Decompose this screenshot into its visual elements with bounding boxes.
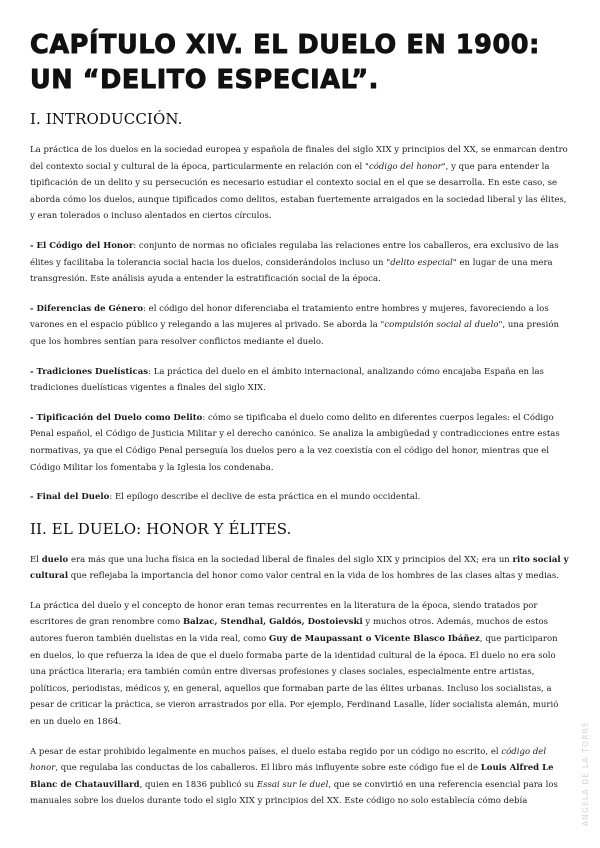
paragraph-diferencias-genero: [30, 301, 570, 351]
text-run: ", y que para entender la tipificación de un delito y su persecución es necesario estudiar el contexto social en el que se desarrolla. En este caso, se aborda cómo los duelos, aunque tipificados como delitos, estaban fuertemente arraigados en la sociedad liberal y las élites, y eran tolerados o incluso alentados en ciertos círculos.: [30, 161, 567, 222]
text-run: ", una presión que los hombres sentían para resolver conflictos mediante el duelo.: [30, 320, 560, 347]
text-run: El: [30, 554, 42, 565]
text-run: y muchos otros. Además, muchos de estos autores fueron también duelistas en la vida real, como: [30, 617, 549, 645]
text-run: , que participaron en duelos, lo que refuerza la idea de que el duelo formaba parte de la identidad cultural de la época. El duelo no era solo una práctica literaria; era también común entre diversas profesiones y clases sociales, especialmente entre artistas, políticos, periodistas, médicos y, en general, aquellos que formaban parte de las élites urbanas. Incluso los socialistas, a pesar de criticar la práctica, se vieron arrastrados por ella. Por ejemplo, Ferdinand Lasalle, líder socialista alemán, murió en un duelo en 1864.: [30, 634, 559, 728]
paragraph-intro-context: [30, 142, 570, 225]
paragraph-codigo-no-escrito: [30, 744, 570, 810]
bold-term: - Diferencias de Género: [30, 303, 144, 314]
bold-term: rito social y cultural: [30, 554, 569, 582]
paragraph-tipificacion-delito: [30, 410, 570, 476]
text-run: La práctica del duelo y el concepto de honor eran temas recurrentes en la literatura de la época, siendo tratados por escritores de gran renombre como: [30, 600, 538, 628]
paragraph-final-duelo: [30, 489, 570, 506]
text-run: era más que una lucha física en la sociedad liberal de finales del siglo XIX y principios del XX; era un: [68, 554, 513, 565]
italic-term: código del honor: [368, 161, 442, 172]
text-run: , que regulaba las conductas de los caballeros. El libro más influyente sobre este código fue el de: [55, 763, 481, 774]
section-heading-introduccion: I. INTRODUCCIÓN.: [30, 110, 183, 128]
text-run: A pesar de estar prohibido legalmente en muchos países, el duelo estaba regido por un código no escrito, el: [30, 746, 502, 757]
paragraph-tradiciones-duelisticas: [30, 364, 570, 397]
italic-term: Essai sur le duel: [256, 779, 329, 790]
paragraph-codigo-honor: [30, 238, 570, 288]
chapter-title: CAPÍTULO XIV. EL DUELO EN 1900: UN “DELITO ESPECIAL”.: [30, 30, 540, 95]
text-run: : cómo se tipificaba el duelo como delito en diferentes cuerpos legales: el Código Penal español, el Código de Justicia Militar y el derecho canónico. Se analiza la ambigüedad y contradicciones entre estas normativas, ya que el Código Penal perseguía los duelos pero a la vez coexistía con el código del honor, mientras que el Código Militar los fomentaba y la Iglesia los condenaba.: [30, 412, 560, 473]
paragraph-literatura-duelo: [30, 598, 570, 731]
text-run: , quien en 1836 publicó su: [139, 779, 257, 790]
italic-term: delito especial: [390, 257, 453, 268]
text-run: , que se convirtió en una referencia esencial para los manuales sobre los duelos durante todo el siglo XIX y principios del XX. Este código no solo establecía cómo debía: [30, 779, 558, 807]
section-heading-honor-elites: II. EL DUELO: HONOR Y ÉLITES.: [30, 519, 292, 538]
text-run: : La práctica del duelo en el ámbito internacional, analizando cómo encajaba España en las tradiciones duelísticas vigentes a finales del siglo XIX.: [30, 366, 544, 394]
italic-term: compulsión social al duelo: [384, 320, 499, 331]
bold-term: - El Código del Honor: [30, 240, 134, 251]
text-run: : el código del honor diferenciaba el tratamiento entre hombres y mujeres, favoreciendo a los varones en el espacio público y relegando a las mujeres al privado. Se aborda la ": [30, 303, 549, 331]
bold-term: Balzac, Stendhal, Galdós, Dostoievski: [182, 617, 363, 628]
italic-term: código del honor: [30, 746, 547, 774]
bold-term: Louis Alfred Le Blanc de Chatauvillard: [30, 763, 554, 790]
bold-term: - Final del Duelo: [30, 492, 110, 503]
bold-term: duelo: [41, 554, 69, 565]
bold-term: - Tipificación del Duelo como Delito: [30, 412, 203, 423]
text-run: que reflejaba la importancia del honor como valor central en la vida de los hombres de las clases altas y medias.: [68, 571, 559, 582]
bold-term: Guy de Maupassant o Vicente Blasco Ibáñez: [269, 634, 480, 645]
text-run: La práctica de los duelos en la sociedad europea y española de finales del siglo XIX y principios del XX, se enmarcan dentro del contexto social y cultural de la época, particularmente en relación con el ": [30, 145, 568, 172]
paragraph-rito-social: [30, 552, 570, 585]
bold-term: - Tradiciones Duelísticas: [30, 366, 149, 377]
text-run: : El epílogo describe el declive de esta práctica en el mundo occidental.: [109, 492, 421, 503]
text-run: " en lugar de una mera transgresión. Este análisis ayuda a entender la estratificación social de la época.: [30, 257, 553, 285]
text-run: : conjunto de normas no oficiales regulaba las relaciones entre los caballeros, era exclusivo de las élites y facilitaba la tolerancia social hacia los duelos, considerándolos incluso un ": [30, 240, 559, 268]
author-watermark: ÁNGELA DE LA TORRE: [581, 720, 590, 826]
